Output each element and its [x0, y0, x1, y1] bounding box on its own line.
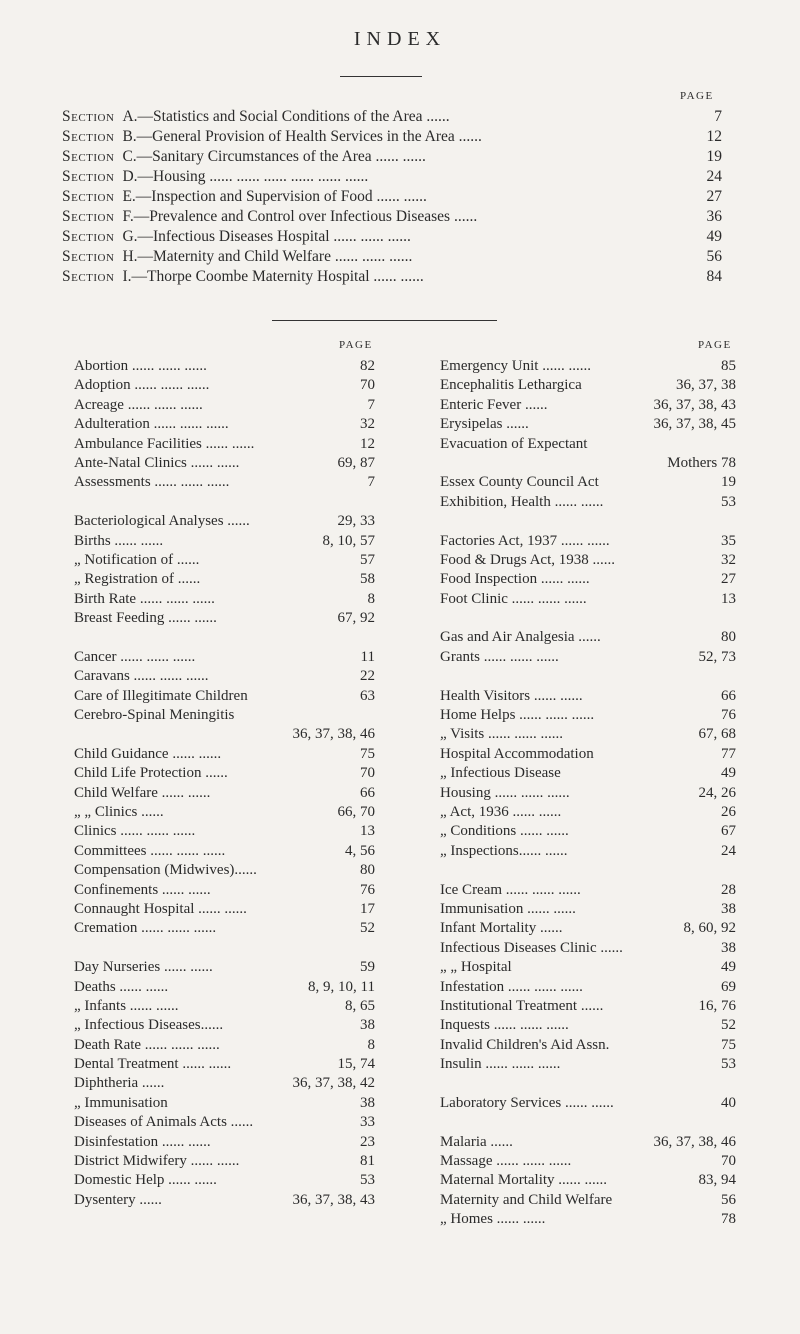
index-term: Disinfestation ...... ......	[74, 1133, 211, 1150]
index-page: 85	[721, 358, 736, 374]
index-entry	[440, 358, 736, 377]
index-page: 11	[360, 648, 375, 665]
index-page: 12	[360, 435, 375, 452]
index-entry	[74, 823, 375, 842]
section-page: 84	[706, 268, 722, 285]
index-page: 52, 73	[698, 648, 736, 665]
left-page-header: PAGE	[339, 339, 373, 351]
index-term: Child Guidance ...... ......	[74, 745, 222, 762]
index-term: Diseases of Animals Acts ......	[74, 1114, 254, 1131]
index-page: 78	[721, 1211, 736, 1228]
index-entry	[74, 1172, 375, 1191]
index-page: 59	[360, 959, 375, 976]
index-page: 67, 68	[698, 726, 736, 743]
index-entry	[74, 862, 375, 881]
index-term: Foot Clinic ...... ...... ......	[440, 590, 587, 607]
index-page: 28	[721, 881, 736, 898]
index-term: Confinements ...... ......	[74, 881, 211, 898]
index-entry	[74, 629, 375, 648]
section-row	[62, 268, 722, 288]
index-entry	[74, 979, 375, 998]
index-entry	[440, 746, 736, 765]
section-title: G.—Infectious Diseases Hospital ...... ...... ......	[122, 228, 411, 245]
index-entry	[74, 707, 375, 726]
index-term: Immunisation ...... ......	[440, 900, 576, 917]
index-entry	[74, 552, 375, 571]
index-term: Dysentery ......	[74, 1191, 162, 1208]
index-entry	[74, 610, 375, 629]
index-entry	[440, 610, 736, 629]
index-page: 67, 92	[337, 610, 375, 627]
index-entry	[440, 513, 736, 532]
index-page: 8	[367, 590, 375, 607]
index-page: 36, 37, 38, 42	[292, 1075, 375, 1092]
index-page: 81	[360, 1153, 375, 1170]
section-title: A.—Statistics and Social Conditions of the Area ......	[122, 108, 450, 125]
index-entry	[74, 998, 375, 1017]
index-entry	[440, 474, 736, 493]
index-entry	[440, 1211, 736, 1230]
section-row	[62, 108, 722, 128]
index-page: 49	[721, 765, 736, 782]
index-entry	[440, 823, 736, 842]
section-page: 49	[706, 228, 722, 245]
index-term: Assessments ...... ...... ......	[74, 474, 230, 491]
index-page: 80	[721, 629, 736, 646]
index-entry	[440, 940, 736, 959]
index-term: Child Welfare ...... ......	[74, 784, 211, 801]
index-page: 70	[721, 1153, 736, 1170]
index-entry	[74, 358, 375, 377]
section-label: Section	[62, 128, 115, 145]
index-entry	[74, 668, 375, 687]
index-page: 8	[367, 1036, 375, 1053]
index-entry	[440, 707, 736, 726]
index-page: 69, 87	[337, 454, 375, 471]
index-page: 66	[721, 687, 736, 704]
index-term: Cerebro-Spinal Meningitis	[74, 707, 235, 724]
index-page: 36, 37, 38	[676, 377, 736, 394]
page-title: INDEX	[353, 28, 447, 50]
index-term: „ Infants ...... ......	[74, 997, 179, 1014]
index-term: Food & Drugs Act, 1938 ......	[440, 551, 616, 568]
index-term: Infectious Diseases Clinic ......	[440, 939, 623, 956]
index-entry	[74, 785, 375, 804]
index-term: Maternity and Child Welfare	[440, 1191, 613, 1208]
index-entry	[74, 1134, 375, 1153]
index-page: 56	[721, 1191, 736, 1208]
index-entry	[74, 920, 375, 939]
section-title: I.—Thorpe Coombe Maternity Hospital ...... ......	[122, 268, 424, 285]
index-entry	[74, 688, 375, 707]
index-term: Malaria ......	[440, 1133, 513, 1150]
index-entry	[440, 998, 736, 1017]
index-entry	[440, 862, 736, 881]
index-page: 53	[360, 1172, 375, 1189]
index-entry	[440, 552, 736, 571]
index-page: 8, 60, 92	[683, 920, 736, 937]
index-page: 23	[360, 1133, 375, 1150]
index-page: 8, 10, 57	[322, 532, 375, 549]
index-entry	[74, 397, 375, 416]
index-page: 49	[721, 959, 736, 976]
index-term: „ Conditions ...... ......	[440, 823, 569, 840]
section-page: 19	[706, 148, 722, 165]
index-term: Housing ...... ...... ......	[440, 784, 570, 801]
index-page: 26	[721, 803, 736, 820]
index-term: Invalid Children's Aid Assn.	[440, 1036, 610, 1053]
section-row	[62, 148, 722, 168]
index-entry	[440, 1172, 736, 1191]
index-entry	[74, 377, 375, 396]
index-page: 33	[360, 1114, 375, 1131]
index-page: 63	[360, 687, 375, 704]
index-term: Deaths ...... ......	[74, 978, 169, 995]
index-term: „ Registration of ......	[74, 571, 201, 588]
index-entry	[74, 416, 375, 435]
index-entry	[74, 1075, 375, 1094]
index-column-right	[440, 358, 736, 1231]
index-term: Emergency Unit ...... ......	[440, 358, 591, 374]
index-term: Institutional Treatment ......	[440, 997, 604, 1014]
index-term: Clinics ...... ...... ......	[74, 823, 196, 840]
index-term: Massage ...... ...... ......	[440, 1153, 572, 1170]
index-page: 36, 37, 38, 46	[653, 1133, 736, 1150]
index-page: 76	[721, 707, 736, 724]
index-page: 17	[360, 900, 375, 917]
index-entry	[74, 1192, 375, 1211]
index-term: „ „ Clinics ......	[74, 803, 164, 820]
index-page: 66	[360, 784, 375, 801]
index-term: Abortion ...... ...... ......	[74, 358, 207, 374]
section-page: 7	[714, 108, 722, 125]
index-page: 29, 33	[337, 513, 375, 530]
index-entry	[74, 901, 375, 920]
index-entry	[74, 513, 375, 532]
index-term: Compensation (Midwives)......	[74, 862, 257, 879]
index-term: Dental Treatment ...... ......	[74, 1056, 232, 1073]
index-page: 13	[360, 823, 375, 840]
index-page: 66, 70	[337, 803, 375, 820]
index-page: 27	[721, 571, 736, 588]
index-term: Factories Act, 1937 ...... ......	[440, 532, 610, 549]
section-page: 36	[706, 208, 722, 225]
index-term: Insulin ...... ...... ......	[440, 1056, 561, 1073]
index-term: Cremation ...... ...... ......	[74, 920, 217, 937]
index-entry	[74, 765, 375, 784]
index-term: „ Inspections...... ......	[440, 842, 568, 859]
index-term: Encephalitis Lethargica	[440, 377, 582, 394]
index-term: „ Infectious Diseases......	[74, 1017, 224, 1034]
section-page: 56	[706, 248, 722, 265]
section-label: Section	[62, 148, 115, 165]
index-term: Cancer ...... ...... ......	[74, 648, 196, 665]
index-page: 82	[360, 358, 375, 374]
index-entry	[74, 1037, 375, 1056]
index-entry	[440, 726, 736, 745]
index-entry	[74, 726, 375, 745]
index-page: 13	[721, 590, 736, 607]
index-term: Care of Illegitimate Children	[74, 687, 248, 704]
index-term: Food Inspection ...... ......	[440, 571, 590, 588]
section-title: C.—Sanitary Circumstances of the Area ...... ......	[122, 148, 426, 165]
index-page: 52	[721, 1017, 736, 1034]
index-term: „ „ Hospital	[440, 959, 512, 976]
index-term: Maternal Mortality ...... ......	[440, 1172, 608, 1189]
index-term: Domestic Help ...... ......	[74, 1172, 217, 1189]
index-entry	[74, 1095, 375, 1114]
index-entry	[74, 494, 375, 513]
index-page: 70	[360, 765, 375, 782]
index-page: 8, 65	[345, 997, 375, 1014]
index-entry	[440, 1095, 736, 1114]
sections-page-header: PAGE	[680, 90, 714, 102]
index-term: Birth Rate ...... ...... ......	[74, 590, 215, 607]
index-entry	[440, 1017, 736, 1036]
index-entry	[74, 591, 375, 610]
index-entry	[440, 1056, 736, 1075]
index-term: Ante-Natal Clinics ...... ......	[74, 454, 240, 471]
section-row	[62, 188, 722, 208]
index-page: 67	[721, 823, 736, 840]
index-term: Acreage ...... ...... ......	[74, 396, 203, 413]
index-entry	[74, 882, 375, 901]
index-entry	[74, 804, 375, 823]
index-term: „ Immunisation	[74, 1094, 168, 1111]
section-label: Section	[62, 168, 115, 185]
index-entry	[74, 1056, 375, 1075]
index-page: 35	[721, 532, 736, 549]
index-page: 32	[721, 551, 736, 568]
index-entry	[74, 1114, 375, 1133]
index-term: Inquests ...... ...... ......	[440, 1017, 569, 1034]
index-page: 53	[721, 1056, 736, 1073]
index-page: 19	[721, 474, 736, 491]
section-divider	[272, 320, 497, 321]
index-page: 36, 37, 38, 45	[653, 416, 736, 433]
index-entry	[74, 455, 375, 474]
index-page: 32	[360, 416, 375, 433]
section-title: D.—Housing ...... ...... ...... ...... ...... ......	[122, 168, 369, 185]
section-row	[62, 128, 722, 148]
index-entry	[74, 959, 375, 978]
right-page-header: PAGE	[698, 339, 732, 351]
index-entry	[440, 649, 736, 668]
section-title: H.—Maternity and Child Welfare ...... ...... ......	[122, 248, 413, 265]
index-term: Adulteration ...... ...... ......	[74, 416, 229, 433]
index-page: 7	[367, 396, 375, 413]
index-term: Bacteriological Analyses ......	[74, 513, 250, 530]
index-page: 15, 74	[337, 1056, 375, 1073]
index-page: 40	[721, 1094, 736, 1111]
index-page: 57	[360, 551, 375, 568]
index-term: Caravans ...... ...... ......	[74, 668, 209, 685]
index-entry	[440, 765, 736, 784]
index-page: Mothers 78	[667, 454, 736, 471]
index-term: Death Rate ...... ...... ......	[74, 1036, 220, 1053]
index-entry	[440, 688, 736, 707]
index-term: Breast Feeding ...... ......	[74, 610, 217, 627]
index-entry	[74, 940, 375, 959]
index-term: Laboratory Services ...... ......	[440, 1094, 614, 1111]
index-term: „ Homes ...... ......	[440, 1211, 546, 1228]
index-term: Infant Mortality ......	[440, 920, 563, 937]
index-entry	[440, 1037, 736, 1056]
section-label: Section	[62, 208, 115, 225]
index-term: Diphtheria ......	[74, 1075, 165, 1092]
index-page: 75	[360, 745, 375, 762]
index-page: 38	[721, 900, 736, 917]
index-entry	[440, 1153, 736, 1172]
index-entry	[440, 397, 736, 416]
index-page: 52	[360, 920, 375, 937]
index-term: Essex County Council Act	[440, 474, 599, 491]
index-page: 38	[360, 1094, 375, 1111]
section-label: Section	[62, 248, 115, 265]
section-row	[62, 248, 722, 268]
index-page: 36, 37, 38, 43	[653, 396, 736, 413]
index-entry	[74, 843, 375, 862]
index-page: 22	[360, 668, 375, 685]
index-term: Evacuation of Expectant	[440, 435, 588, 452]
index-page: 38	[360, 1017, 375, 1034]
index-page: 58	[360, 571, 375, 588]
index-term: „ Visits ...... ...... ......	[440, 726, 563, 743]
index-column-left	[74, 358, 375, 1211]
section-label: Section	[62, 268, 115, 285]
index-entry	[440, 591, 736, 610]
index-page: 8, 9, 10, 11	[308, 978, 375, 995]
index-entry	[440, 1192, 736, 1211]
sections-list	[62, 108, 722, 288]
index-page: 36, 37, 38, 46	[292, 726, 375, 743]
index-term: Child Life Protection ......	[74, 765, 228, 782]
index-term: Enteric Fever ......	[440, 396, 548, 413]
index-page: 24	[721, 842, 736, 859]
index-term: Erysipelas ......	[440, 416, 529, 433]
index-term: Day Nurseries ...... ......	[74, 959, 213, 976]
title-rule	[340, 76, 422, 77]
index-entry	[440, 494, 736, 513]
index-page: 77	[721, 745, 736, 762]
section-row	[62, 228, 722, 248]
index-term: Committees ...... ...... ......	[74, 842, 226, 859]
index-page: 16, 76	[698, 997, 736, 1014]
index-page: 76	[360, 881, 375, 898]
index-entry	[440, 959, 736, 978]
index-page: 4, 56	[345, 842, 375, 859]
index-entry	[440, 804, 736, 823]
section-title: E.—Inspection and Supervision of Food ...... ......	[122, 188, 427, 205]
index-entry	[440, 571, 736, 590]
section-page: 27	[706, 188, 722, 205]
index-term: Connaught Hospital ...... ......	[74, 900, 247, 917]
index-term: „ Notification of ......	[74, 551, 200, 568]
index-page: 80	[360, 862, 375, 879]
section-row	[62, 208, 722, 228]
index-entry	[440, 668, 736, 687]
index-entry	[74, 649, 375, 668]
index-term: Home Helps ...... ...... ......	[440, 707, 595, 724]
index-page: 38	[721, 939, 736, 956]
index-term: Gas and Air Analgesia ......	[440, 629, 601, 646]
index-term: Hospital Accommodation	[440, 745, 594, 762]
index-entry	[440, 979, 736, 998]
index-term: Health Visitors ...... ......	[440, 687, 583, 704]
index-entry	[440, 1114, 736, 1133]
index-page: 36, 37, 38, 43	[292, 1191, 375, 1208]
index-entry	[74, 1017, 375, 1036]
index-entry	[440, 1075, 736, 1094]
index-page: 83, 94	[698, 1172, 736, 1189]
index-entry	[440, 436, 736, 455]
index-page: 75	[721, 1036, 736, 1053]
section-row	[62, 168, 722, 188]
index-entry	[74, 436, 375, 455]
index-term: „ Infectious Disease	[440, 765, 561, 782]
index-entry	[74, 571, 375, 590]
index-entry	[440, 785, 736, 804]
index-page: 7	[367, 474, 375, 491]
section-title: B.—General Provision of Health Services in the Area ......	[122, 128, 482, 145]
index-page: 24, 26	[698, 784, 736, 801]
index-entry	[440, 629, 736, 648]
index-entry	[440, 1134, 736, 1153]
index-term: Exhibition, Health ...... ......	[440, 493, 604, 510]
section-label: Section	[62, 188, 115, 205]
index-term: Ice Cream ...... ...... ......	[440, 881, 581, 898]
index-entry	[440, 843, 736, 862]
section-title: F.—Prevalence and Control over Infectious Diseases ......	[122, 208, 478, 225]
index-term: „ Act, 1936 ...... ......	[440, 803, 562, 820]
index-term: District Midwifery ...... ......	[74, 1153, 240, 1170]
index-entry	[440, 377, 736, 396]
index-term: Grants ...... ...... ......	[440, 648, 559, 665]
index-entry	[440, 901, 736, 920]
section-label: Section	[62, 228, 115, 245]
section-page: 24	[706, 168, 722, 185]
index-term: Ambulance Facilities ...... ......	[74, 435, 255, 452]
index-term: Infestation ...... ...... ......	[440, 978, 583, 995]
index-entry	[74, 1153, 375, 1172]
index-page: 70	[360, 377, 375, 394]
index-entry	[74, 474, 375, 493]
section-page: 12	[706, 128, 722, 145]
index-entry	[440, 882, 736, 901]
section-label: Section	[62, 108, 115, 125]
index-entry	[440, 533, 736, 552]
index-entry	[74, 533, 375, 552]
index-entry	[440, 416, 736, 435]
index-entry	[440, 920, 736, 939]
index-entry	[440, 455, 736, 474]
index-page: 69	[721, 978, 736, 995]
index-entry	[74, 746, 375, 765]
index-term: Births ...... ......	[74, 532, 164, 549]
index-term: Adoption ...... ...... ......	[74, 377, 210, 394]
index-page: 53	[721, 493, 736, 510]
